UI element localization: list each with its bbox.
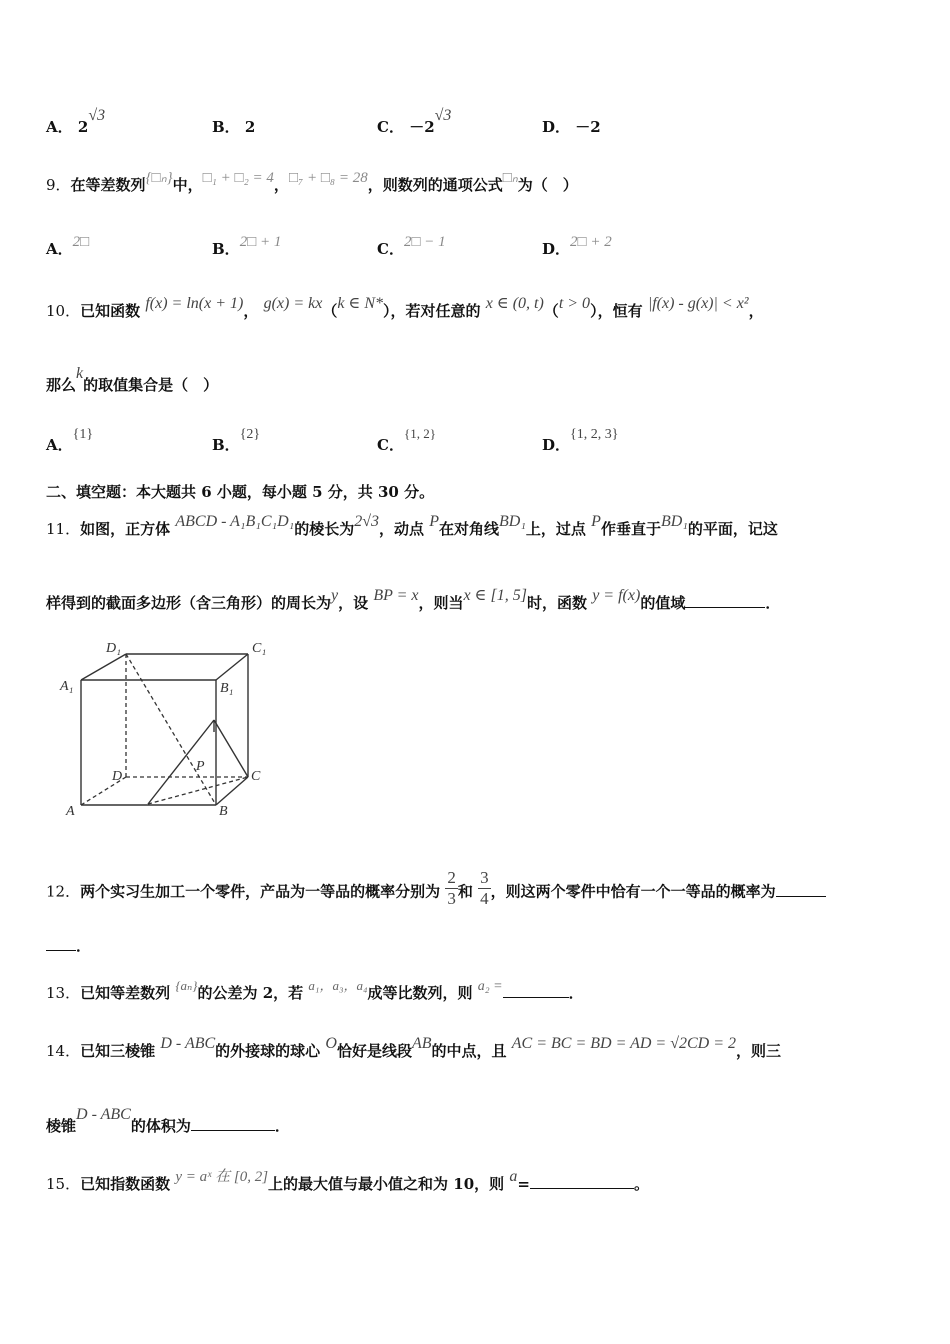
label-a1: A₁ xyxy=(60,679,74,694)
label-c: C xyxy=(251,769,261,784)
q11-stem: 11．如图，正方体 ABCD - A₁B₁C₁D₁的棱长为2√3，动点 P在对角线BD₁上，过点 P作垂直于BD₁的平面，记这 xyxy=(46,513,778,538)
label-c1: C₁ xyxy=(252,641,267,656)
q8-option-a: A． 2√3 xyxy=(46,107,106,136)
label-d: D xyxy=(112,769,123,784)
section-2-heading: 二、填空题：本大题共 6 小题，每小题 5 分，共 30 分。 xyxy=(46,483,435,501)
fraction-2-3: $\frac{2}{3}$ xyxy=(447,868,456,908)
q10-option-a: A．{1} xyxy=(46,427,94,454)
q14-stem-line2: 棱锥D - ABC的体积为 ． xyxy=(46,1106,290,1135)
q15-answer-blank xyxy=(530,1174,634,1189)
q13-stem: 13．已知等差数列 {aₙ}的公差为 2，若 a₁，a₃，a₄成等比数列，则 a₂ = ． xyxy=(46,978,584,1002)
q10-stem-line2: 那么k的取值集合是（ ） xyxy=(46,365,219,394)
q10-option-c: C．{1, 2} xyxy=(377,426,436,454)
label-b: B xyxy=(219,804,228,819)
q12-stem-line2: ． xyxy=(46,935,91,956)
q15-stem: 15．已知指数函数 y = aˣ 在 [0, 2]上的最大值与最小值之和为 10，则 a= 。 xyxy=(46,1168,649,1193)
q10-stem: 10．已知函数 f(x) = ln(x + 1)， g(x) = kx（k ∈ N*），若对任意的 x ∈ (0, t)（t > 0），恒有 |f(x) - g(x)| < x²， xyxy=(46,295,764,320)
q9-option-b: B．2□ + 1 xyxy=(212,234,282,258)
edge-b1c1 xyxy=(216,654,248,680)
q9-stem: 9．在等差数列{□ₙ}中，□₁ + □₂ = 4，□₇ + □₈ = 28，则数列的通项公式□ₙ为（ ） xyxy=(46,170,578,194)
diagonal-bd1 xyxy=(126,654,216,805)
label-b1: B₁ xyxy=(220,681,234,696)
q8-option-b: B． 2 xyxy=(212,118,256,136)
q14-stem: 14．已知三棱锥 D - ABC的外接球的球心 O恰好是线段AB的中点，且 AC = BC = BD = AD = √2CD = 2，则三 xyxy=(46,1035,782,1060)
q12-answer-blank-cont xyxy=(46,936,76,951)
q9-option-a: A．2□ xyxy=(46,234,90,258)
label-d1: D₁ xyxy=(106,641,121,656)
fraction-3-4: $\frac{3}{4}$ xyxy=(480,868,489,908)
section-edge-2 xyxy=(214,720,248,777)
label-a: A xyxy=(66,804,75,819)
q10-option-d: D．{1, 2, 3} xyxy=(542,427,619,454)
q13-answer-blank xyxy=(503,983,569,998)
q12-stem: 12．两个实习生加工一个零件，产品为一等品的概率分别为 $\frac{2}{3}$ 和 $\frac{3}{4}$ ，则这两个零件中恰有一个一等品的概率为 xyxy=(46,872,826,913)
q11-answer-blank xyxy=(685,593,765,608)
q9-option-c: C．2□ − 1 xyxy=(377,234,446,258)
edge-a1d1 xyxy=(81,654,126,680)
q9-option-d: D．2□ + 2 xyxy=(542,234,612,258)
cube-figure xyxy=(56,632,286,822)
q8-option-d: D． －2 xyxy=(542,118,601,136)
q12-answer-blank xyxy=(776,882,826,897)
q8-option-c: C． －2√3 xyxy=(377,107,452,136)
q14-answer-blank xyxy=(191,1116,275,1131)
label-p: P xyxy=(196,759,205,774)
q10-option-b: B．{2} xyxy=(212,427,261,454)
q11-stem-line2: 样得到的截面多边形（含三角形）的周长为y，设 BP = x，则当x ∈ [1, 5]时，函数 y = f(x)的值域 ． xyxy=(46,587,781,612)
